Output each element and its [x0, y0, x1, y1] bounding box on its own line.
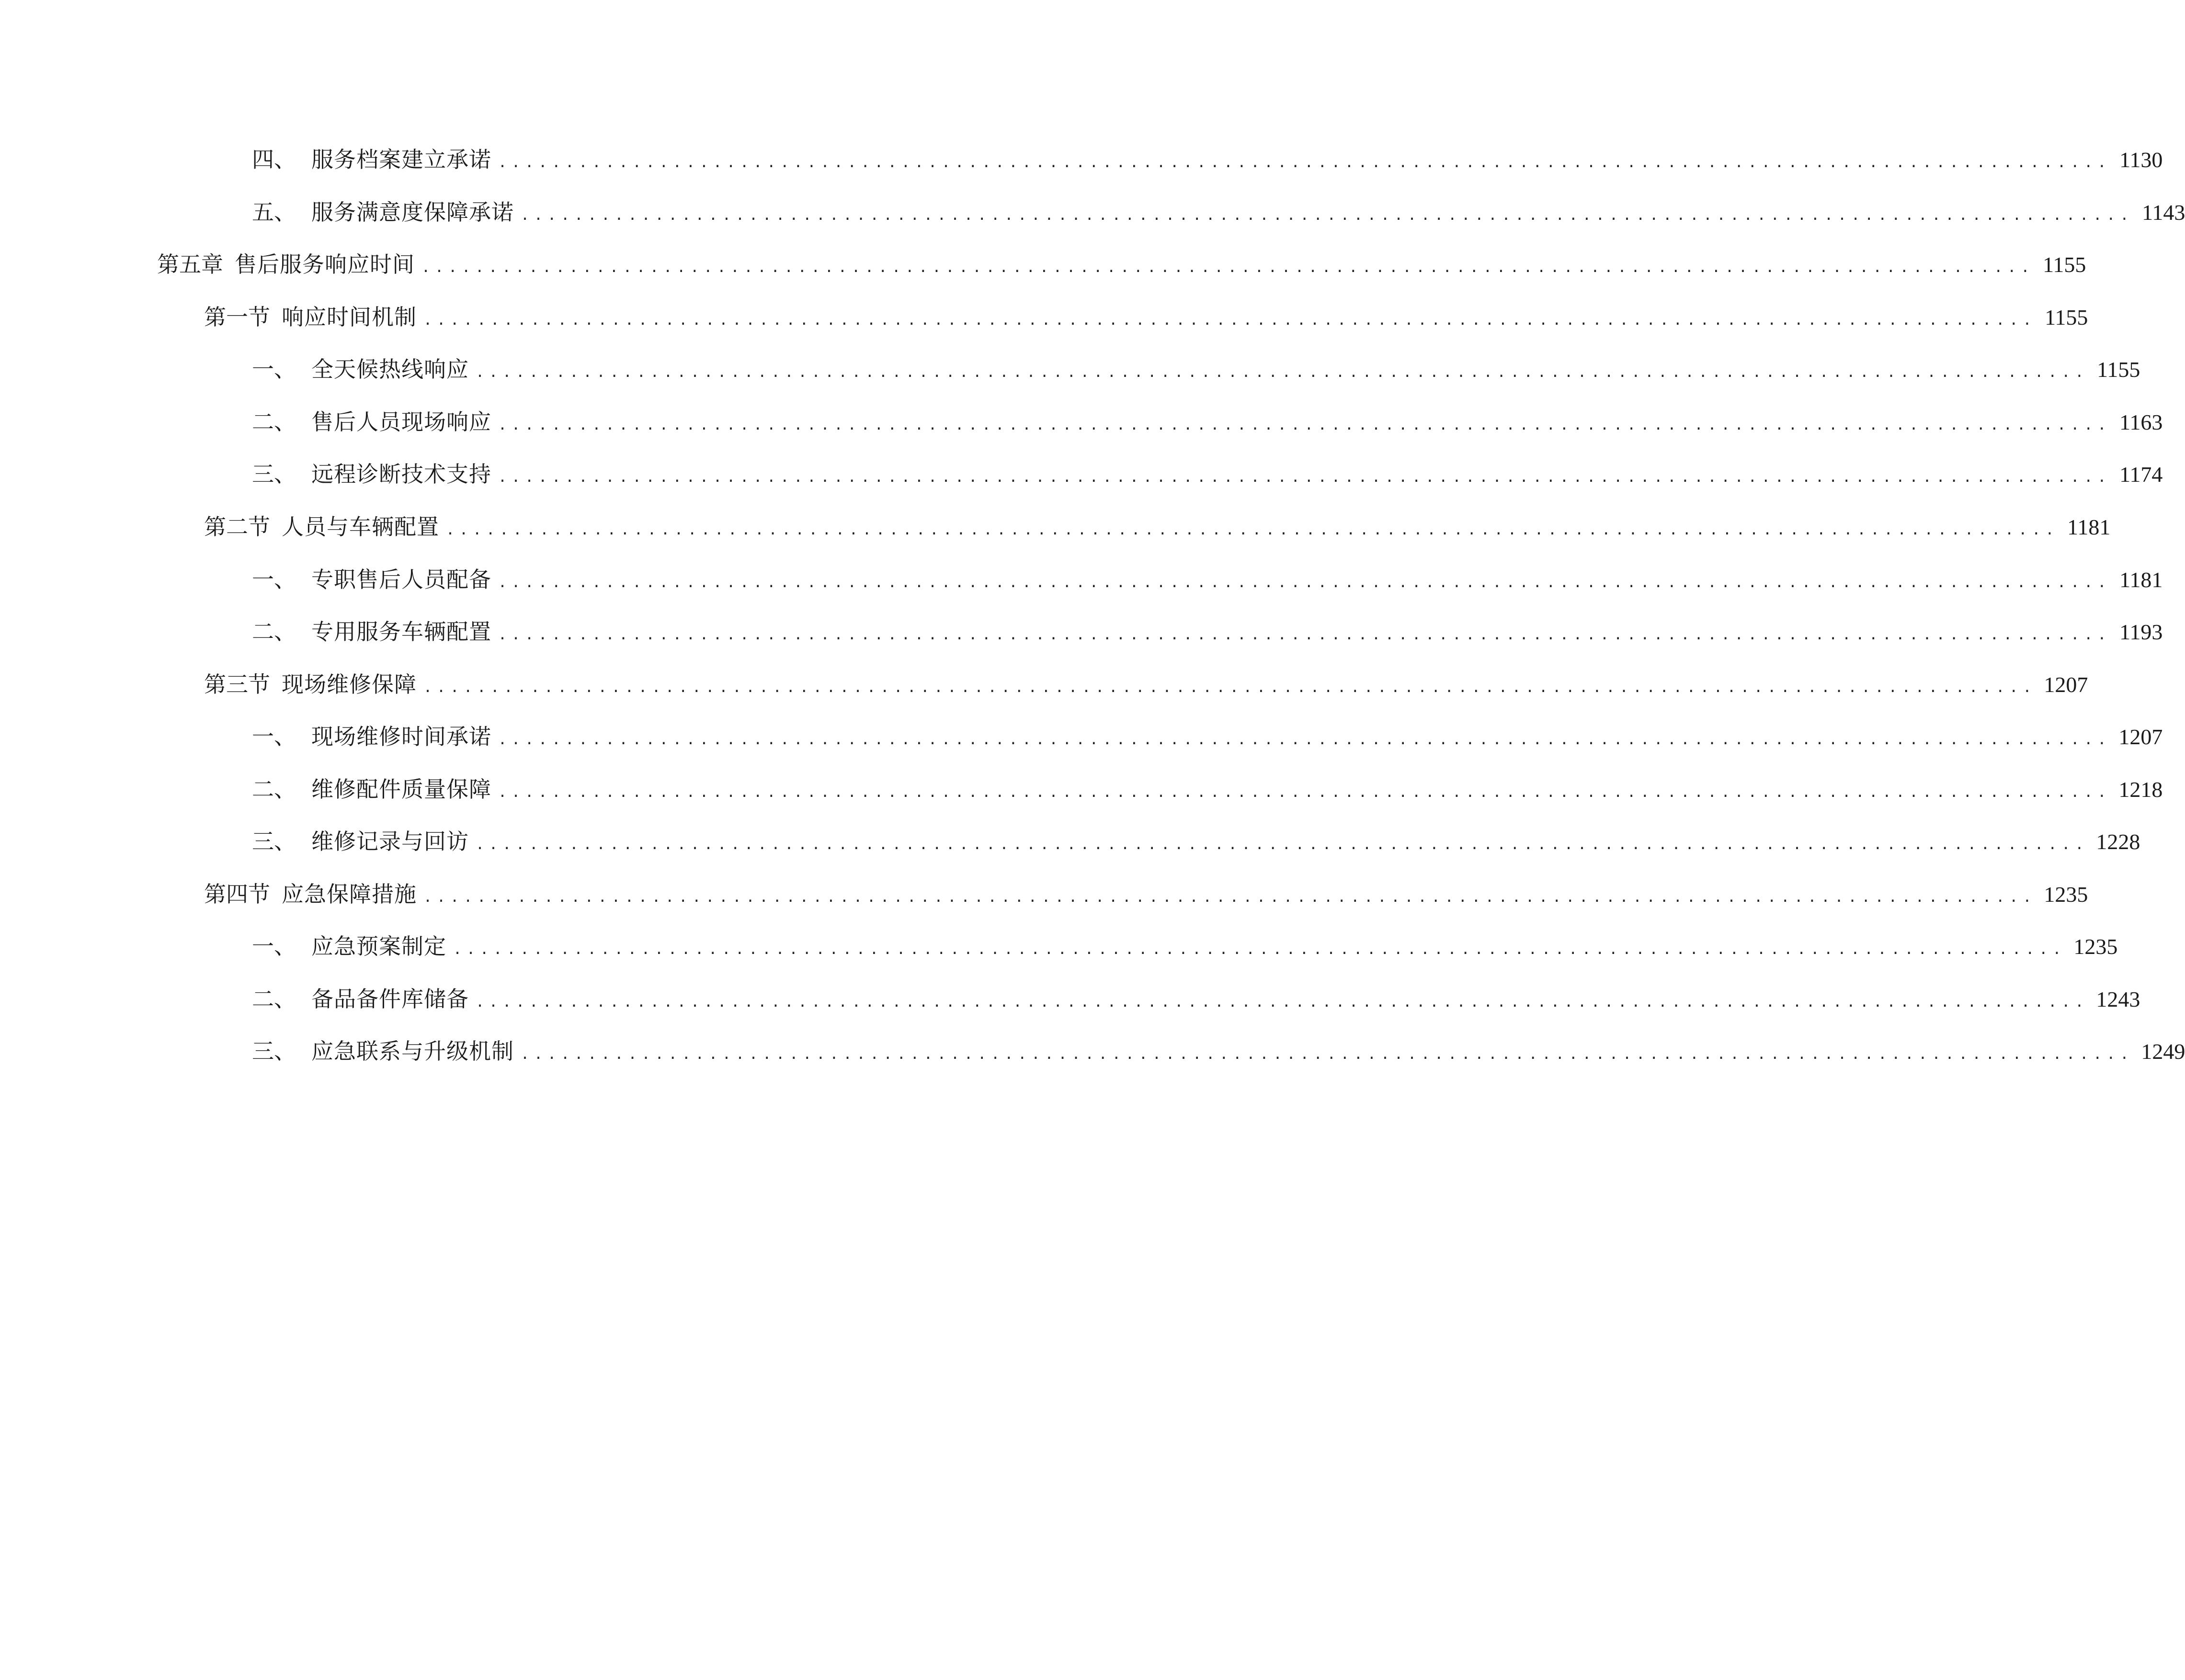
- entry-number: 第三节: [204, 671, 270, 697]
- toc-entry[interactable]: [252, 615, 2163, 648]
- dot-leader: ........................................................................................................................: [476, 836, 2089, 853]
- entry-page-number: 1243: [2096, 987, 2140, 1011]
- toc-entry[interactable]: [204, 510, 2111, 544]
- entry-page-number: 1155: [2043, 252, 2086, 277]
- toc-entry[interactable]: [252, 982, 2140, 1016]
- toc-entry[interactable]: [252, 930, 2118, 963]
- entry-number: 第一节: [204, 304, 270, 330]
- entry-number: 二、: [252, 619, 296, 645]
- toc-entry[interactable]: [252, 772, 2163, 806]
- entry-page-number: 1218: [2118, 777, 2163, 802]
- entry-page-number: 1235: [2073, 934, 2118, 959]
- entry-title: 全天候热线响应: [311, 356, 469, 382]
- entry-page-number: 1130: [2119, 148, 2163, 172]
- entry-number: 四、: [252, 147, 296, 172]
- entry-title: 备品备件库储备: [311, 986, 469, 1012]
- toc-entry[interactable]: [252, 1034, 2185, 1068]
- dot-leader: ........................................................................................................................: [476, 994, 2089, 1010]
- entry-number: 一、: [252, 567, 296, 592]
- dot-leader: ........................................................................................................................: [423, 889, 2037, 906]
- entry-title: 应急保障措施: [282, 881, 417, 907]
- toc-entry[interactable]: [252, 143, 2163, 176]
- dot-leader: ........................................................................................................................: [498, 574, 2111, 591]
- entry-page-number: 1181: [2067, 515, 2111, 539]
- entry-number: 五、: [252, 199, 296, 225]
- dot-leader: ........................................................................................................................: [446, 522, 2059, 538]
- entry-number: 第五章: [157, 251, 223, 277]
- dot-leader: ........................................................................................................................: [476, 364, 2089, 381]
- entry-page-number: 1249: [2141, 1039, 2185, 1064]
- entry-number: 二、: [252, 776, 296, 802]
- entry-page-number: 1228: [2096, 829, 2140, 854]
- entry-title: 现场维修保障: [282, 671, 417, 697]
- dot-leader: ........................................................................................................................: [453, 941, 2066, 958]
- entry-page-number: 1163: [2119, 410, 2163, 434]
- entry-number: 三、: [252, 1038, 296, 1064]
- dot-leader: ........................................................................................................................: [521, 207, 2134, 224]
- toc-entry[interactable]: [204, 877, 2088, 911]
- dot-leader: ........................................................................................................................: [498, 731, 2111, 748]
- toc-entry[interactable]: [252, 352, 2140, 386]
- entry-title: 售后服务响应时间: [235, 251, 415, 277]
- entry-number: 三、: [252, 461, 296, 487]
- toc-entry[interactable]: [252, 720, 2163, 753]
- entry-page-number: 1155: [2045, 305, 2088, 329]
- entry-number: 一、: [252, 933, 296, 959]
- entry-title: 服务档案建立承诺: [311, 147, 491, 172]
- dot-leader: ........................................................................................................................: [498, 417, 2111, 433]
- dot-leader: ........................................................................................................................: [498, 154, 2111, 171]
- entry-number: 二、: [252, 409, 296, 435]
- entry-title: 应急联系与升级机制: [311, 1038, 514, 1064]
- entry-page-number: 1181: [2119, 568, 2163, 592]
- dot-leader: ........................................................................................................................: [498, 784, 2111, 801]
- toc-entry[interactable]: [252, 405, 2163, 439]
- entry-page-number: 1193: [2119, 620, 2163, 644]
- entry-title: 维修配件质量保障: [311, 776, 491, 802]
- entry-number: 第四节: [204, 881, 270, 907]
- entry-title: 人员与车辆配置: [282, 514, 439, 540]
- entry-title: 服务满意度保障承诺: [311, 199, 514, 225]
- entry-page-number: 1174: [2119, 462, 2163, 487]
- toc-entry[interactable]: [204, 300, 2088, 334]
- entry-page-number: 1143: [2142, 200, 2185, 225]
- entry-title: 应急预案制定: [311, 933, 446, 959]
- entry-title: 售后人员现场响应: [311, 409, 491, 435]
- entry-page-number: 1155: [2097, 357, 2140, 382]
- toc-entry[interactable]: [252, 563, 2163, 596]
- entry-title: 专职售后人员配备: [311, 567, 491, 592]
- entry-title: 远程诊断技术支持: [311, 461, 491, 487]
- toc-entry[interactable]: [252, 457, 2163, 491]
- entry-page-number: 1207: [2044, 672, 2088, 697]
- toc-entry[interactable]: [204, 668, 2088, 701]
- entry-title: 现场维修时间承诺: [311, 724, 491, 749]
- toc-entry[interactable]: [252, 195, 2185, 229]
- toc-entry[interactable]: [157, 248, 2086, 281]
- dot-leader: ........................................................................................................................: [498, 626, 2111, 643]
- entry-title: 维修记录与回访: [311, 829, 469, 854]
- dot-leader: ........................................................................................................................: [521, 1046, 2134, 1063]
- entry-number: 一、: [252, 356, 296, 382]
- dot-leader: ........................................................................................................................: [423, 312, 2037, 329]
- entry-title: 专用服务车辆配置: [311, 619, 491, 645]
- dot-leader: ........................................................................................................................: [421, 259, 2035, 276]
- dot-leader: ........................................................................................................................: [498, 469, 2111, 486]
- entry-number: 第二节: [204, 514, 270, 540]
- entry-page-number: 1207: [2118, 725, 2163, 749]
- entry-page-number: 1235: [2044, 882, 2088, 907]
- toc-entry[interactable]: [252, 825, 2140, 858]
- entry-title: 响应时间机制: [282, 304, 417, 330]
- entry-number: 一、: [252, 724, 296, 749]
- entry-number: 二、: [252, 986, 296, 1012]
- entry-number: 三、: [252, 829, 296, 854]
- dot-leader: ........................................................................................................................: [423, 679, 2037, 696]
